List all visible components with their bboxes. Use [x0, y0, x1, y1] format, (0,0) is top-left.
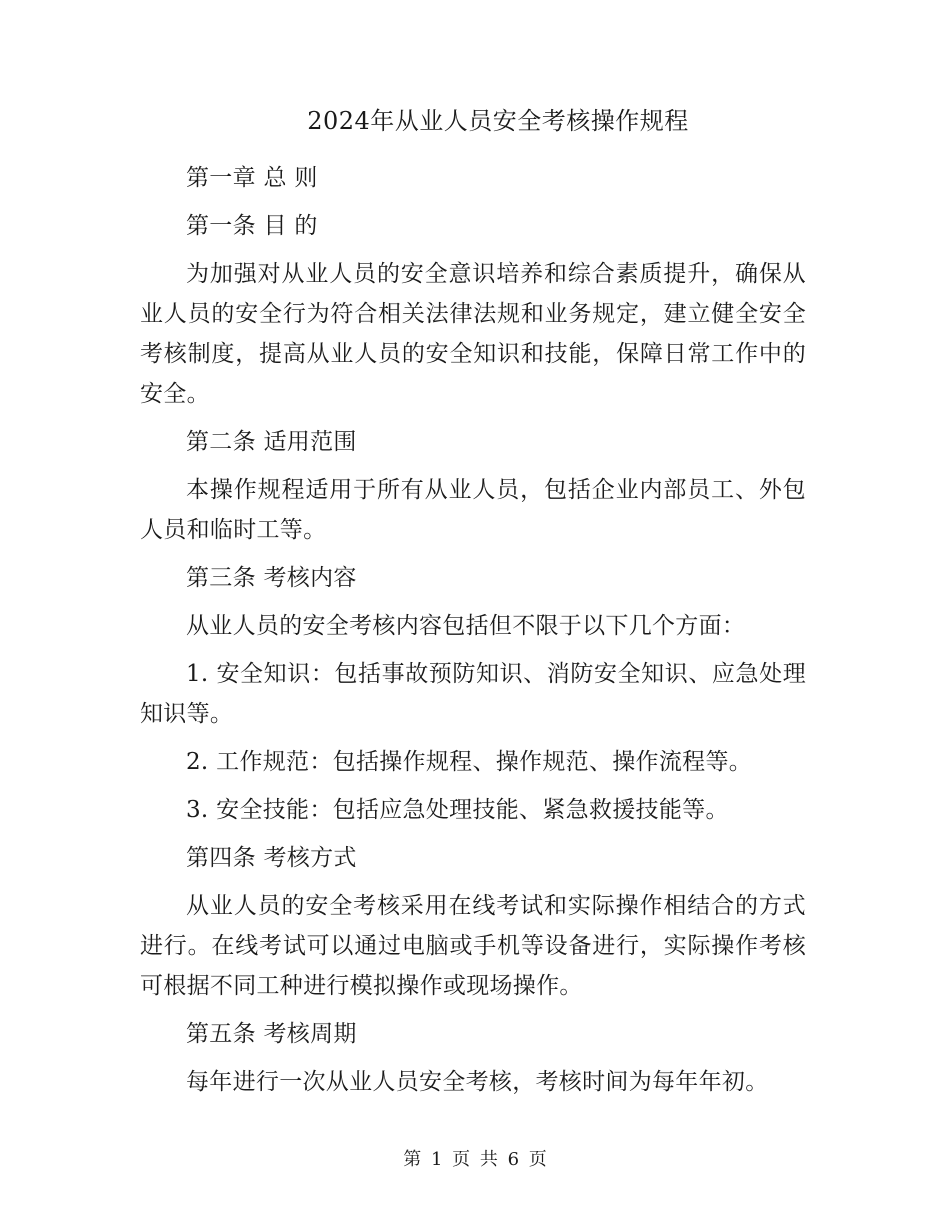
list-item: 3. 安全技能：包括应急处理技能、紧急救援技能等。	[186, 797, 729, 823]
article-heading: 第三条 考核内容	[186, 565, 357, 591]
body-paragraph: 从业人员的安全考核内容包括但不限于以下几个方面：	[186, 613, 746, 639]
article-heading: 第五条 考核周期	[186, 1021, 357, 1047]
body-paragraph: 每年进行一次从业人员安全考核，考核时间为每年年初。	[186, 1069, 769, 1095]
list-item: 1. 安全知识：包括事故预防知识、消防安全知识、应急处理知识等。	[140, 661, 806, 727]
body-paragraph: 本操作规程适用于所有从业人员，包括企业内部员工、外包人员和临时工等。	[140, 477, 806, 543]
article-heading: 第二条 适用范围	[186, 429, 357, 455]
body-paragraph: 为加强对从业人员的安全意识培养和综合素质提升，确保从业人员的安全行为符合相关法律法规和业务规定，建立健全安全考核制度，提高从业人员的安全知识和技能，保障日常工作中的安全。	[140, 261, 806, 407]
list-item: 2. 工作规范：包括操作规程、操作规范、操作流程等。	[186, 749, 753, 775]
page-number: 第 1 页 共 6 页	[403, 1149, 547, 1170]
body-paragraph: 从业人员的安全考核采用在线考试和实际操作相结合的方式进行。在线考试可以通过电脑或手机等设备进行，实际操作考核可根据不同工种进行模拟操作或现场操作。	[140, 893, 806, 999]
chapter-heading: 第一章 总 则	[186, 165, 318, 191]
article-heading: 第四条 考核方式	[186, 845, 357, 871]
document-title: 2024年从业人员安全考核操作规程	[307, 107, 689, 135]
document-body	[140, 150, 806, 1102]
article-heading: 第一条 目 的	[186, 213, 318, 239]
